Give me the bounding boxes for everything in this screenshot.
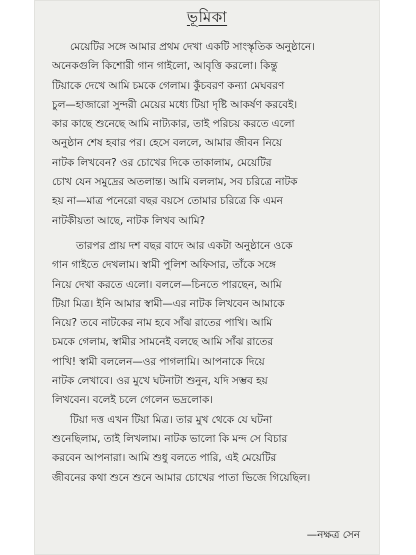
text-line: টিয়া মিত্র। ইনি আমার স্বামী—এর নাটক লিখবেন আমাকে [52,297,285,310]
text-line: চুল—হাজারো সুন্দরী মেয়ের মধ্যে টিয়া দৃষ্টি আকর্ষণ করবেই। [52,98,298,111]
author-signature: —নক্ষত্র সেন [306,529,360,541]
text-line: চমকে গেলাম, স্বামীর সামনেই বলছে আমি সাঁঝ রাতের [52,336,274,349]
text-line: নিয়ে দেখা করতে এলো। বললে—চিনতে পারছেন, আমি [52,278,282,291]
text-line: লিখবেন। বলেই চলে গেলেন ভদ্রলোক। [52,394,213,407]
text-line: অনুষ্ঠান শেষ হবার পর। হেসে বললে, আমার জীবন নিয়ে [52,137,282,150]
text-line: শুনেছিলাম, তাই লিখলাম। নাটক ভালো কি মন্দ সে বিচার [52,432,288,445]
book-page [34,0,380,555]
page-body [52,38,366,488]
text-line: নাটকীয়তা আছে, নাটক লিখব আমি? [52,214,206,227]
text-line: চোখ যেন সমুদ্রের অতলান্ত। আমি বললাম, সব চরিত্রে নাটক [52,176,298,189]
text-line: জীবনের কথা শুনে শুনে আমার চোখের পাতা ভিজে গিয়েছিল। [52,471,311,484]
text-line: কার কাছে শুনেছে আমি নাট্যকার, তাই পরিচয় করতে এলো [52,118,295,131]
page-title: ভূমিকা [186,8,228,26]
text-line: নিয়ে? তবে নাটকের নাম হবে সাঁঝ রাতের পাখি। আমি [52,317,273,330]
text-line: মেয়েটির সঙ্গে আমার প্রথম দেখা একটি সাংস্কৃতিক অনুষ্ঠানে। [70,41,315,53]
text-line: পাখি! স্বামী বললেন—ওর পাগলামি। আপনাকে দিয়ে [52,355,265,368]
text-line: টিয়াকে দেখে আমি চমকে গেলাম। কুঁচবরণ কন্যা মেঘবরণ [52,79,285,92]
text-line: অনেকগুলি কিশোরী গান গাইলো, আবৃত্তি করলো। কিন্তু [52,60,278,73]
text-line: তারপর প্রায় দশ বছর বাদে আর একটা অনুষ্ঠানে ওকে [76,239,293,252]
text-line: গান গাইতে দেখলাম। স্বামী পুলিশ অফিসার, তাঁকে সঙ্গে [52,259,276,272]
text-line: টিয়া দত্ত এখন টিয়া মিত্র। তার মুখ থেকে যে ঘটনা [70,413,273,426]
text-line: নাটক লেখাবে। ওর মুখে ঘটনাটা শুনুন, যদি সম্ভব হয় [52,375,268,388]
text-line: করবেন আপনারা। আমি শুধু বলতে পারি, এই মেয়েটির [52,452,277,465]
text-line: হয় না—মাত্র পনেরো বছর বয়সে তোমার চরিত্রে কি এমন [52,195,283,208]
text-line: নাটক লিখবেন? ওর চোখের দিকে তাকালাম, মেয়েটির [52,156,272,169]
